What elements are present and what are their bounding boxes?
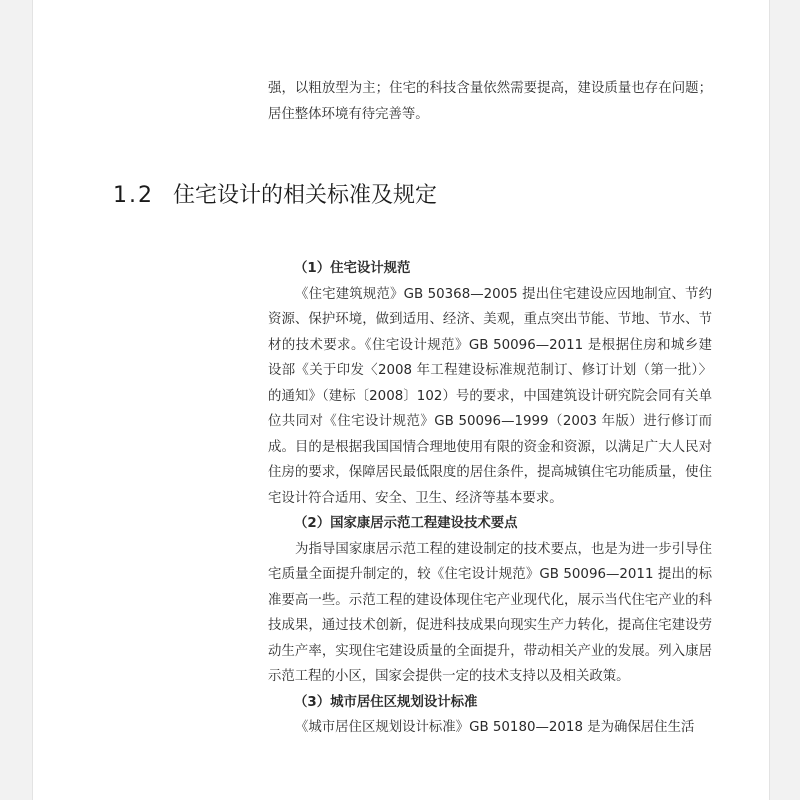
subsection-heading: （1）住宅设计规范 [294,261,411,276]
document-page [32,0,770,800]
intro-paragraph: 强，以粗放型为主；住宅的科技含量依然需要提高，建设质量也存在问题；居住整体环境有待完善等。 [268,81,712,122]
section-content [268,256,712,741]
section-heading [113,180,713,212]
subsection-paragraph: 为指导国家康居示范工程的建设制定的技术要点，也是为进一步引导住宅质量全面提升制定的，较《住宅设计规范》GB 50096—2011 提出的标准要高一些。示范工程的建设体现住宅产业现代化，展示当代住宅产业的科技成果，通过技术创新，促进科技成果向现实生产力转化，提高住宅建设劳动生产率，实现住宅建设质量的全面提升，带动相关产业的发展。列入康居示范工程的小区，国家会提供一定的技术支持以及相关政策。 [268,541,712,684]
subsection-paragraph: 《城市居住区规划设计标准》GB 50180—2018 是为确保居住生活 [295,720,695,735]
section-title: 住宅设计的相关标准及规定 [173,183,438,208]
subsection-paragraph: 《住宅建筑规范》GB 50368—2005 提出住宅建设应因地制宜、节约资源、保护环境，做到适用、经济、美观，重点突出节能、节地、节水、节材的技术要求。《住宅设计规范》GB 50096—2011 是根据住房和城乡建设部《关于印发〈2008 年工程建设标准规范制订、修订计划（第一批）〉的通知》（建标〔2008〕102）号的要求，中国建筑设计研究院会同有关单位共同对《住宅设计规范》GB 50096—1999（2003 年版）进行修订而成。目的是根据我国国情合理地使用有限的资金和资源，以满足广大人民对住房的要求，保障居民最低限度的居住条件，提高城镇住宅功能质量，使住宅设计符合适用、安全、卫生、经济等基本要求。 [268,286,712,506]
subsection-heading: （2）国家康居示范工程建设技术要点 [294,516,518,531]
subsection-heading: （3）城市居住区规划设计标准 [294,694,478,710]
section-number: 1.2 [113,183,154,208]
